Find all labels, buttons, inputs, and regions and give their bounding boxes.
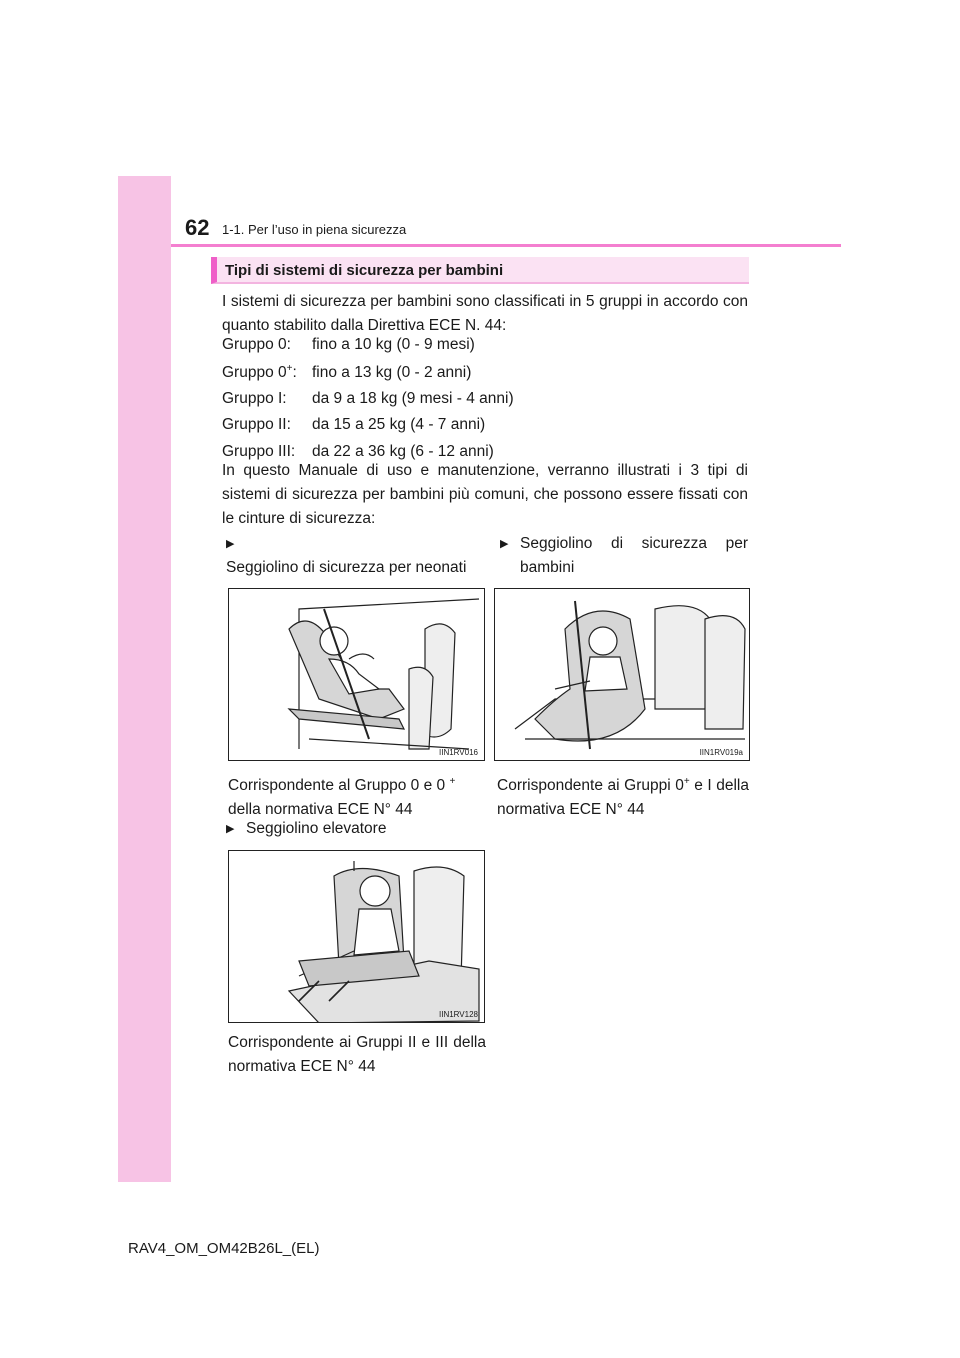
group-value: da 9 a 18 kg (9 mesi - 4 anni) xyxy=(312,390,514,407)
group-label: Gruppo 0: xyxy=(222,336,291,353)
group-row xyxy=(222,390,514,408)
intro-paragraph: I sistemi di sicurezza per bambini sono classificati in 5 gruppi in accordo con quanto stabilito dalla Direttiva ECE N. 44: xyxy=(222,293,748,334)
figure-booster-seat xyxy=(228,850,485,1023)
side-tab xyxy=(118,176,171,1182)
group-label: Gruppo I: xyxy=(222,390,287,407)
figure-code: IIN1RV019a xyxy=(699,748,743,757)
group-row xyxy=(222,416,485,434)
section-title xyxy=(211,257,749,284)
figure-child-seat xyxy=(494,588,750,761)
group-value: da 22 a 36 kg (6 - 12 anni) xyxy=(312,443,494,460)
group-label: Gruppo III: xyxy=(222,443,296,460)
page-number: 62 xyxy=(185,215,210,240)
bullet-booster-seat: ▶ Seggiolino elevatore xyxy=(226,817,486,841)
group-label: Gruppo 0+: xyxy=(222,363,297,382)
group-row xyxy=(222,336,475,354)
figure-code: IIN1RV016 xyxy=(439,748,478,757)
group-row xyxy=(222,363,471,382)
group-label: Gruppo II: xyxy=(222,416,291,433)
header-rule xyxy=(171,244,841,247)
caption-child-seat: Corrispondente ai Gruppi 0+ e I della normativa ECE N° 44 xyxy=(497,776,749,819)
figure-infant-seat xyxy=(228,588,485,761)
group-value: fino a 10 kg (0 - 9 mesi) xyxy=(312,336,475,353)
triangle-right-icon: ▶ xyxy=(500,538,509,550)
section-header: 1-1. Per l’uso in piena sicurezza xyxy=(222,222,407,237)
bullet-infant-seat: ▶Seggiolino di sicurezza per neonati xyxy=(226,532,486,580)
caption-booster-seat: Corrispondente ai Gruppi II e III della normativa ECE N° 44 xyxy=(228,1034,486,1075)
manual-paragraph: In questo Manuale di uso e manutenzione, verranno illustrati i 3 tipi di sistemi di sicurezza per bambini più comuni, che possono essere fissati con le cinture di sicurezza: xyxy=(222,462,748,527)
section-title-text: Tipi di sistemi di sicurezza per bambini xyxy=(225,262,504,279)
bullet-child-seat: ▶ Seggiolino di sicurezza per bambini xyxy=(500,532,750,580)
figure-code: IIN1RV128 xyxy=(439,1010,478,1019)
page-footer: RAV4_OM_OM42B26L_(EL) xyxy=(128,1240,320,1257)
group-value: fino a 13 kg (0 - 2 anni) xyxy=(312,364,472,382)
group-value: da 15 a 25 kg (4 - 7 anni) xyxy=(312,416,486,433)
caption-infant-seat: Corrispondente al Gruppo 0 e 0 + della normativa ECE N° 44 xyxy=(228,776,456,819)
triangle-right-icon: ▶ xyxy=(226,823,235,835)
triangle-right-icon: ▶ xyxy=(226,538,235,550)
